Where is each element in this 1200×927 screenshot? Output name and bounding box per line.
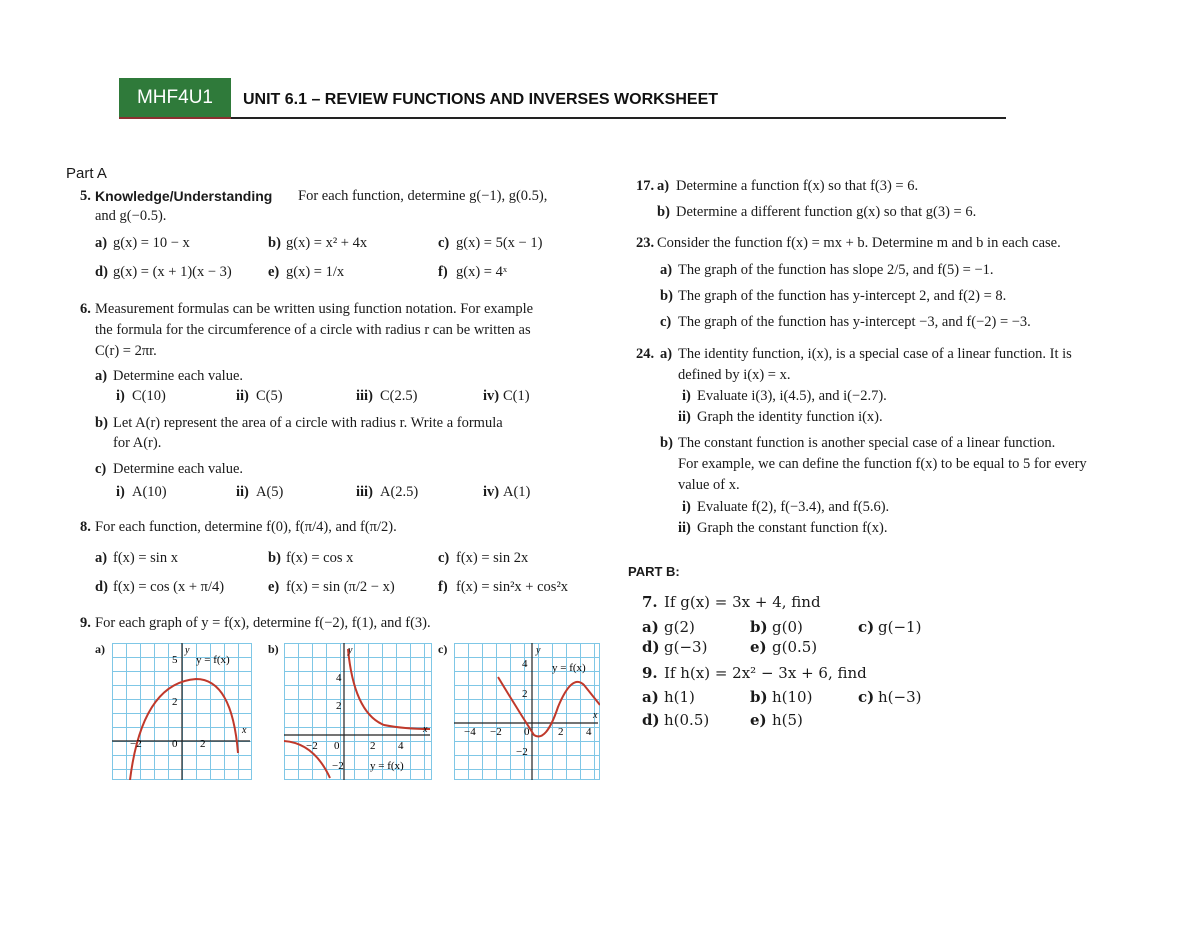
graph-a-curve bbox=[130, 679, 238, 780]
q23-a: The graph of the function has slope 2/5, and f(5) = −1. bbox=[678, 262, 994, 278]
q23-c: The graph of the function has y-intercept −3, and f(−2) = −3. bbox=[678, 314, 1031, 330]
worksheet-title: UNIT 6.1 – REVIEW FUNCTIONS AND INVERSES WORKSHEET bbox=[243, 91, 719, 108]
q24-b-label: b) bbox=[660, 435, 673, 451]
graph-b-ytick-4: 4 bbox=[336, 672, 342, 684]
q8-c: f(x) = sin 2x bbox=[456, 550, 529, 566]
graph-a-fn-label: y = f(x) bbox=[196, 654, 230, 666]
q5-c-label: c) bbox=[438, 235, 450, 251]
graph-a-xtick-0: 0 bbox=[172, 738, 178, 750]
q6-number: 6. bbox=[80, 301, 91, 317]
q24-b-i-label: i) bbox=[682, 499, 691, 515]
q5-a-label: a) bbox=[95, 235, 108, 251]
graph-b bbox=[284, 643, 432, 780]
graph-c-xtick-neg2: −2 bbox=[490, 726, 502, 738]
pb-q9-b: h(10) bbox=[772, 688, 813, 706]
graph-a-y-label: y bbox=[185, 645, 190, 656]
graph-c-y-label: y bbox=[536, 645, 541, 656]
q8-a-label: a) bbox=[95, 550, 108, 566]
q17-number: 17. bbox=[636, 178, 655, 194]
q24-b-line-1: The constant function is another special case of a linear function. bbox=[678, 435, 1056, 451]
graph-c-fn-label: y = f(x) bbox=[552, 662, 586, 674]
q8-d-label: d) bbox=[95, 579, 108, 595]
graph-c-xtick-0: 0 bbox=[524, 726, 530, 738]
graph-c-x-label: x bbox=[593, 710, 598, 721]
pb-q9-number: 9. bbox=[642, 664, 658, 682]
q5-f: g(x) = 4ˣ bbox=[456, 264, 508, 280]
part-a-label: Part A bbox=[66, 165, 107, 182]
pb-q9-a: h(1) bbox=[664, 688, 695, 706]
q24-a-ii: Graph the identity function i(x). bbox=[697, 409, 883, 425]
q5-category: Knowledge/Understanding bbox=[95, 188, 273, 204]
q6-a-i-label: i) bbox=[116, 388, 125, 404]
q6-c-i: A(10) bbox=[132, 484, 167, 500]
q8-e: f(x) = sin (π/2 − x) bbox=[286, 579, 395, 595]
q8-d: f(x) = cos (x + π/4) bbox=[113, 579, 225, 595]
pb-q7-d: g(−3) bbox=[664, 638, 708, 656]
pb-q9-c-label: c) bbox=[858, 688, 875, 706]
q6-b-text: Let A(r) represent the area of a circle with radius r. Write a formula bbox=[113, 415, 503, 431]
pb-q7-a-label: a) bbox=[642, 618, 659, 636]
pb-q7-c: g(−1) bbox=[878, 618, 922, 636]
pb-q9-c: h(−3) bbox=[878, 688, 922, 706]
q24-number: 24. bbox=[636, 346, 655, 362]
q8-c-label: c) bbox=[438, 550, 450, 566]
graph-b-xtick-neg2: −2 bbox=[306, 740, 318, 752]
q5-d: g(x) = (x + 1)(x − 3) bbox=[113, 264, 232, 280]
q5-d-label: d) bbox=[95, 264, 108, 280]
q5-c: g(x) = 5(x − 1) bbox=[456, 235, 543, 251]
q5-f-label: f) bbox=[438, 264, 448, 280]
pb-q9-d-label: d) bbox=[642, 711, 660, 729]
q6-a-ii: C(5) bbox=[256, 388, 283, 404]
pb-q7-e-label: e) bbox=[750, 638, 767, 656]
graph-a-ytick-5: 5 bbox=[172, 654, 178, 666]
graph-b-xtick-0: 0 bbox=[334, 740, 340, 752]
q8-b-label: b) bbox=[268, 550, 281, 566]
q8-stem: For each function, determine f(0), f(π/4), and f(π/2). bbox=[95, 519, 397, 535]
pb-q9-b-label: b) bbox=[750, 688, 768, 706]
graph-a-ytick-2: 2 bbox=[172, 696, 178, 708]
graph-c-ytick-4: 4 bbox=[522, 658, 528, 670]
q6-line-2: the formula for the circumference of a circle with radius r can be written as bbox=[95, 322, 531, 338]
graph-b-label: b) bbox=[268, 642, 279, 656]
graph-b-grid bbox=[284, 643, 432, 780]
q6-c-text: Determine each value. bbox=[113, 461, 244, 477]
q8-f: f(x) = sin²x + cos²x bbox=[456, 579, 569, 595]
graph-b-y-label: y bbox=[348, 645, 353, 656]
pb-q9-a-label: a) bbox=[642, 688, 659, 706]
q23-stem: Consider the function f(x) = mx + b. Determine m and b in each case. bbox=[657, 235, 1061, 251]
q5-b: g(x) = x² + 4x bbox=[286, 235, 368, 251]
q24-a-label: a) bbox=[660, 346, 673, 362]
graph-c-ytick-neg2: −2 bbox=[516, 746, 528, 758]
q24-a-i: Evaluate i(3), i(4.5), and i(−2.7). bbox=[697, 388, 887, 404]
pb-q7-stem: If g(x) = 3x + 4, find bbox=[664, 593, 821, 611]
q6-b-text-2: for A(r). bbox=[113, 435, 162, 451]
pb-q9-d: h(0.5) bbox=[664, 711, 710, 729]
q24-b-ii: Graph the constant function f(x). bbox=[697, 520, 888, 536]
graph-a-x-label: x bbox=[242, 725, 247, 736]
q6-c-iii-label: iii) bbox=[356, 484, 373, 500]
q8-e-label: e) bbox=[268, 579, 280, 595]
q9-stem: For each graph of y = f(x), determine f(−2), f(1), and f(3). bbox=[95, 615, 431, 631]
q6-c-iii: A(2.5) bbox=[380, 484, 419, 500]
graph-b-curve-right bbox=[348, 649, 430, 729]
pb-q7-number: 7. bbox=[642, 593, 658, 611]
graph-a-xtick-2: 2 bbox=[200, 738, 206, 750]
q8-b: f(x) = cos x bbox=[286, 550, 354, 566]
q24-b-line-3: value of x. bbox=[678, 477, 740, 493]
graph-b-ytick-neg2: −2 bbox=[332, 760, 344, 772]
q24-b-line-2: For example, we can define the function f(x) to be equal to 5 for every bbox=[678, 456, 1087, 472]
q6-line-3: C(r) = 2πr. bbox=[95, 343, 157, 359]
q6-c-label: c) bbox=[95, 461, 107, 477]
graph-c-label: c) bbox=[438, 642, 448, 656]
q24-a-ii-label: ii) bbox=[678, 409, 691, 425]
q5-b-label: b) bbox=[268, 235, 281, 251]
q6-a-iv-label: iv) bbox=[483, 388, 500, 404]
q6-a-ii-label: ii) bbox=[236, 388, 249, 404]
q6-a-iv: C(1) bbox=[503, 388, 530, 404]
pb-q7-d-label: d) bbox=[642, 638, 660, 656]
q5-stem-2: and g(−0.5). bbox=[95, 208, 167, 224]
graph-c-xtick-neg4: −4 bbox=[464, 726, 476, 738]
q23-a-label: a) bbox=[660, 262, 673, 278]
q5-e-label: e) bbox=[268, 264, 280, 280]
q24-b-i: Evaluate f(2), f(−3.4), and f(5.6). bbox=[697, 499, 890, 515]
part-b-label: PART B: bbox=[628, 564, 680, 579]
q24-a-line-2: defined by i(x) = x. bbox=[678, 367, 791, 383]
q6-c-ii-label: ii) bbox=[236, 484, 249, 500]
header-rule bbox=[231, 117, 1006, 119]
pb-q7-e: g(0.5) bbox=[772, 638, 818, 656]
q23-c-label: c) bbox=[660, 314, 672, 330]
q6-a-label: a) bbox=[95, 368, 108, 384]
header-rule-accent bbox=[119, 117, 231, 119]
pb-q9-stem: If h(x) = 2x² − 3x + 6, find bbox=[664, 664, 867, 682]
q6-a-iii-label: iii) bbox=[356, 388, 373, 404]
graph-a-xtick-neg2: −2 bbox=[130, 738, 142, 750]
q23-b: The graph of the function has y-intercept 2, and f(2) = 8. bbox=[678, 288, 1007, 304]
graph-c-ytick-2: 2 bbox=[522, 688, 528, 700]
q24-b-ii-label: ii) bbox=[678, 520, 691, 536]
graph-b-xtick-4: 4 bbox=[398, 740, 404, 752]
q6-line-1: Measurement formulas can be written using function notation. For example bbox=[95, 301, 534, 317]
q6-c-i-label: i) bbox=[116, 484, 125, 500]
q9-number: 9. bbox=[80, 615, 91, 631]
q8-f-label: f) bbox=[438, 579, 448, 595]
q17-b: Determine a different function g(x) so that g(3) = 6. bbox=[676, 204, 977, 220]
q6-b-label: b) bbox=[95, 415, 108, 431]
q8-number: 8. bbox=[80, 519, 91, 535]
graph-c bbox=[454, 643, 600, 780]
pb-q7-b: g(0) bbox=[772, 618, 803, 636]
q6-c-ii: A(5) bbox=[256, 484, 284, 500]
graph-a-label: a) bbox=[95, 642, 105, 656]
q17-b-label: b) bbox=[657, 204, 670, 220]
course-code-badge: MHF4U1 bbox=[119, 78, 231, 118]
q8-a: f(x) = sin x bbox=[113, 550, 178, 566]
q17-a-label: a) bbox=[657, 178, 670, 194]
q24-a-i-label: i) bbox=[682, 388, 691, 404]
q6-c-iv: A(1) bbox=[503, 484, 531, 500]
q5-stem: For each function, determine g(−1), g(0.5), bbox=[298, 188, 548, 204]
graph-b-xtick-2: 2 bbox=[370, 740, 376, 752]
q6-a-text: Determine each value. bbox=[113, 368, 244, 384]
graph-b-fn-label: y = f(x) bbox=[370, 760, 404, 772]
q5-e: g(x) = 1/x bbox=[286, 264, 345, 280]
q23-number: 23. bbox=[636, 235, 655, 251]
graph-c-xtick-2: 2 bbox=[558, 726, 564, 738]
pb-q7-c-label: c) bbox=[858, 618, 875, 636]
pb-q9-e-label: e) bbox=[750, 711, 767, 729]
q24-a-line-1: The identity function, i(x), is a special case of a linear function. It is bbox=[678, 346, 1072, 362]
graph-b-x-label: x bbox=[423, 724, 428, 735]
q6-a-i: C(10) bbox=[132, 388, 166, 404]
q23-b-label: b) bbox=[660, 288, 673, 304]
q6-c-iv-label: iv) bbox=[483, 484, 500, 500]
q17-a: Determine a function f(x) so that f(3) = 6. bbox=[676, 178, 919, 194]
graph-a bbox=[112, 643, 252, 780]
graph-c-xtick-4: 4 bbox=[586, 726, 592, 738]
pb-q9-e: h(5) bbox=[772, 711, 803, 729]
q5-number: 5. bbox=[80, 188, 91, 204]
q5-a: g(x) = 10 − x bbox=[113, 235, 190, 251]
pb-q7-a: g(2) bbox=[664, 618, 695, 636]
q6-a-iii: C(2.5) bbox=[380, 388, 418, 404]
graph-b-ytick-2: 2 bbox=[336, 700, 342, 712]
pb-q7-b-label: b) bbox=[750, 618, 768, 636]
